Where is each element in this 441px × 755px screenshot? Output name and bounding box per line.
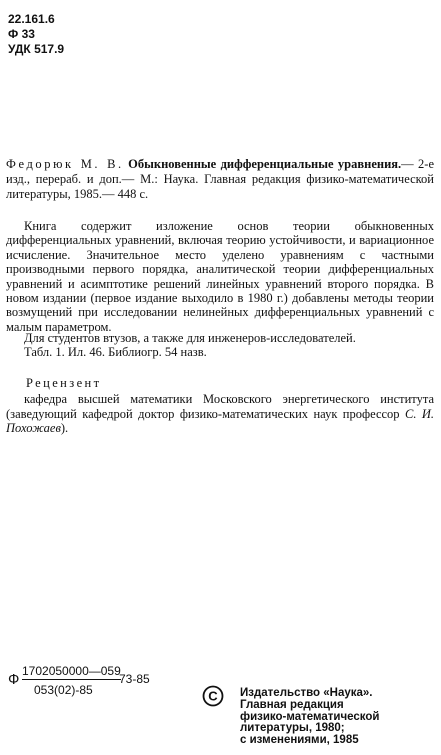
copyright-line: литературы, 1980; [240,722,345,735]
reference-details: — 2-е изд., перераб. и доп.— М.: Наука. Главная редакция физико-математической литературы, 1985.— 448 с. [6,157,434,201]
abstract-paragraph: Книга содержит изложение основ теории обыкновенных дифференциальных уравнений, включая теорию устойчивости, и вариационное исчисление. Значительное место уделено уравнениям с частными производными первого порядка, аналитической теории дифференциальных уравнений и асимптотике решений линейных уравнений второго порядка. В новом издании (первое издание выходило в 1980 г.) добавлены методы теории возмущений при исследовании нелинейных дифференциальных уравнений с малым параметром. [6,219,434,334]
audience-line: Для студентов втузов, а также для инженеров-исследователей. [24,331,356,345]
copyright-symbol: C [208,688,218,704]
audience-block [6,331,434,360]
reviewer-label: Рецензент [26,376,102,390]
copyright-icon [202,685,224,707]
reviewer-text [6,392,434,436]
copyright-line: с изменениями, 1985 [240,734,359,747]
bbk-code: 22.161.6 [8,12,55,26]
code-numerator: 1702050000—059 [22,664,121,678]
reference-author: Федорюк М. В. [6,157,124,171]
copyright-notice [240,688,379,747]
classification-codes [8,12,64,57]
code-side: 73-85 [119,672,150,686]
copyright-line: Издательство «Наука». [240,687,373,699]
code-letter: Ф [8,671,20,688]
copyright-line: физико-математической [240,710,380,723]
reviewer-body: кафедра высшей математики Московского энергетического института (заведующий кафедрой доктор физико-математических наук профессор [6,392,434,421]
bibliographic-reference [6,157,434,202]
stats-line: Табл. 1. Ил. 46. Библиогр. 54 назв. [24,345,207,360]
author-code: Ф 33 [8,27,35,41]
reviewer-suffix: ). [60,421,69,436]
reviewer-name: С. И. Похожаев [6,406,435,436]
code-denominator: 053(02)-85 [34,683,93,697]
udk-code: УДК 517.9 [8,42,65,56]
reference-title: Обыкновенные дифференциальные уравнения. [128,157,402,171]
copyright-line: Главная редакция [240,698,344,711]
